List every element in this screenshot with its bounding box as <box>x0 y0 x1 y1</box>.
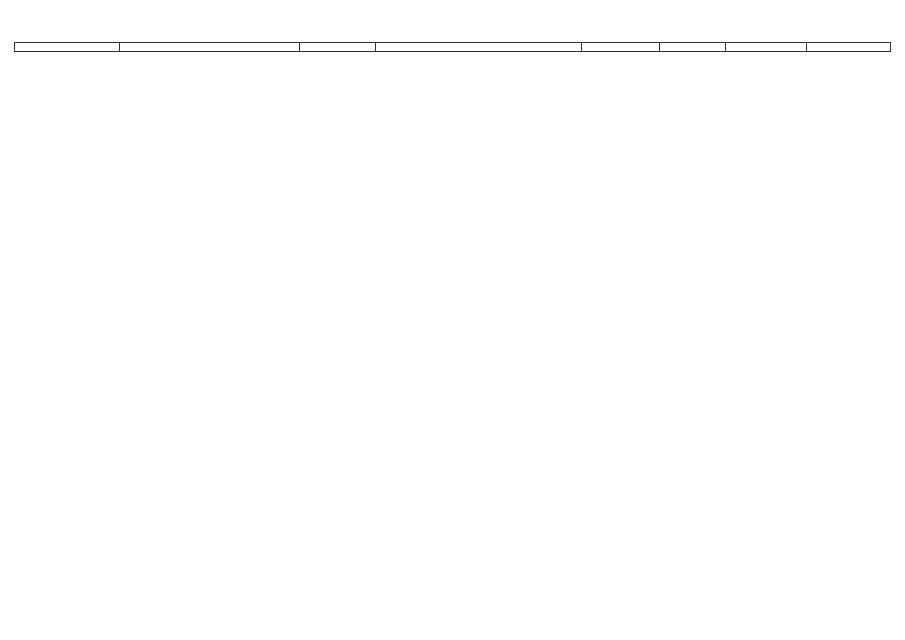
total-empty-cell <box>581 43 659 52</box>
total-empty-cell <box>120 43 299 52</box>
total-empty-cell <box>299 43 375 52</box>
total-rate <box>725 43 806 52</box>
total-label <box>15 43 120 52</box>
total-value <box>806 43 890 52</box>
land-registry-table <box>14 42 891 52</box>
settlement-total-row <box>15 43 891 52</box>
settlement-total-section <box>15 43 891 52</box>
total-empty-cell <box>375 43 581 52</box>
total-area <box>659 43 725 52</box>
